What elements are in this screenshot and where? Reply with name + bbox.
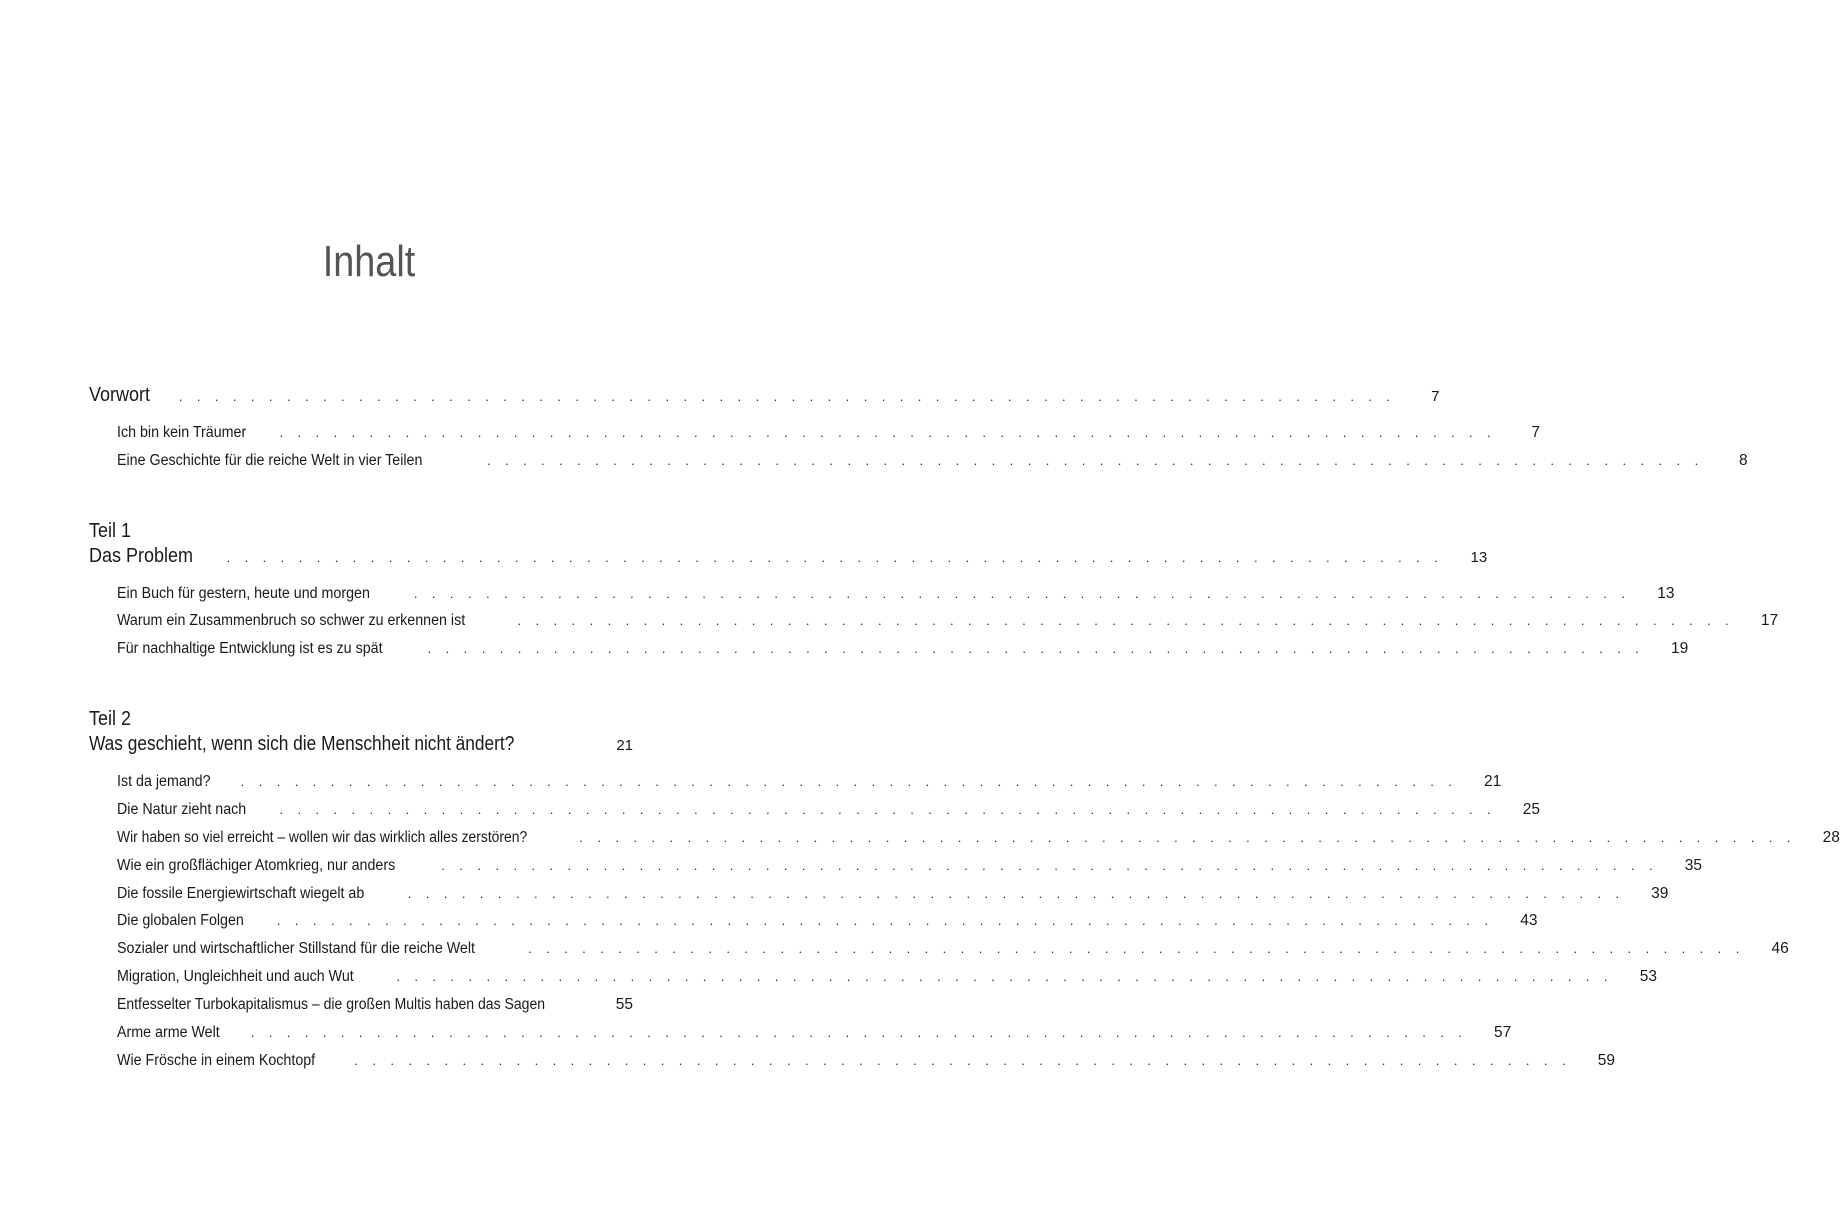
toc-page-number: 46 <box>1771 940 1789 957</box>
toc-entry-title: Wir haben so viel erreicht – wollen wir das wirklich alles zerstören? <box>117 829 528 846</box>
dot-leader: . . . . . . . . . . . . . . . . . . . . . . . . . . . . . . . . . . . . . . . . . . . . . . . . . . . . . . . . . . . . . . . . . . . . <box>486 453 1704 468</box>
dot-leader: . . . . . . . . . . . . . . . . . . . . . . . . . . . . . . . . . . . . . . . . . . . . . . . . . . . . . . . . . . . . . . . . . . . . <box>279 802 1497 817</box>
toc-entry-vorwort[interactable] <box>89 384 1440 408</box>
toc-heading: Was geschieht, wenn sich die Menschheit nicht ändert? <box>89 733 515 755</box>
toc-page-number: 19 <box>1670 640 1689 657</box>
toc-page-number: 8 <box>1738 452 1748 469</box>
dot-leader: . . . . . . . . . . . . . . . . . . . . . . . . . . . . . . . . . . . . . . . . . . . . . . . . . . . . . . . . . . . . . . . . . . . . <box>250 1025 1468 1040</box>
toc-entry[interactable] <box>117 585 1675 609</box>
toc-entry[interactable] <box>117 829 1840 853</box>
toc-page-number: 7 <box>1431 388 1440 405</box>
toc-heading: Vorwort <box>89 384 151 406</box>
toc-entry[interactable] <box>117 968 1657 992</box>
dot-leader: . . . . . . . . . . . . . . . . . . . . . . . . . . . . . . . . . . . . . . . . . . . . . . . . . . . . . . . . . . . . . . . . . . . . <box>528 941 1745 956</box>
toc-entry[interactable] <box>117 912 1538 936</box>
toc-entry-title: Warum ein Zusammenbruch so schwer zu erkennen ist <box>117 612 466 629</box>
page-title: Inhalt <box>322 237 416 286</box>
dot-leader: . . . . . . . . . . . . . . . . . . . . . . . . . . . . . . . . . . . . . . . . . . . . . . . . . . . . . . . . . . . . . . . . . . . . <box>354 1053 1571 1068</box>
toc-entry[interactable] <box>117 452 1748 476</box>
toc-entry[interactable] <box>117 996 633 1020</box>
toc-entry[interactable] <box>117 857 1702 881</box>
toc-entry[interactable] <box>117 940 1789 964</box>
toc-page-number: 21 <box>1484 773 1502 790</box>
toc-page-number: 55 <box>615 996 633 1013</box>
toc-entry-title: Eine Geschichte für die reiche Welt in vier Teilen <box>117 452 423 469</box>
dot-leader: . . . . . . . . . . . . . . . . . . . . . . . . . . . . . . . . . . . . . . . . . . . . . . . . . . . . . . . . . . . . . . . . . . . . <box>517 613 1735 628</box>
dot-leader: . . . . . . . . . . . . . . . . . . . . . . . . . . . . . . . . . . . . . . . . . . . . . . . . . . . . . . . . . . . . . . . . . . . . <box>279 425 1497 440</box>
dot-leader: . . . . . . . . . . . . . . . . . . . . . . . . . . . . . . . . . . . . . . . . . . . . . . . . . . . . . . . . . . . . . . . . . . . . <box>413 586 1631 601</box>
dot-leader: . . . . . . . . . . . . . . . . . . . . . . . . . . . . . . . . . . . . . . . . . . . . . . . . . . . . . . . . . . . . . . . . . . . . <box>276 913 1494 928</box>
dot-leader: . . . . . . . . . . . . . . . . . . . . . . . . . . . . . . . . . . . . . . . . . . . . . . . . . . . . . . . . . . . . . . . . . . . . <box>240 774 1458 789</box>
dot-leader: . . . . . . . . . . . . . . . . . . . . . . . . . . . . . . . . . . . . . . . . . . . . . . . . . . . . . . . . . . . . . . . . . . . . <box>441 858 1658 873</box>
toc-entry-title: Die Natur zieht nach <box>117 801 247 818</box>
toc-page-number: 35 <box>1684 857 1702 874</box>
toc-entry-title: Ein Buch für gestern, heute und morgen <box>117 585 370 602</box>
toc-entry-teil1[interactable] <box>89 545 1488 569</box>
toc-page-number: 39 <box>1651 885 1669 902</box>
dot-leader: . . . . . . . . . . . . . . . . . . . . . . . . . . . . . . . . . . . . . . . . . . . . . . . . . . . . . . . . . . . . . . . . . . . . <box>396 969 1613 984</box>
toc-entry-title: Sozialer und wirtschaftlicher Stillstand für die reiche Welt <box>117 940 475 957</box>
toc-entry-title: Die fossile Energiewirtschaft wiegelt ab <box>117 885 365 902</box>
toc-entry[interactable] <box>117 612 1779 636</box>
toc-heading: Das Problem <box>89 545 194 567</box>
dot-leader: . . . . . . . . . . . . . . . . . . . . . . . . . . . . . . . . . . . . . . . . . . . . . . . . . . . . . . . . . . . . . . . . . . . . <box>407 886 1625 901</box>
toc-entry-title: Wie Frösche in einem Kochtopf <box>117 1052 316 1069</box>
toc-page-number: 28 <box>1822 829 1840 846</box>
toc-page-number: 43 <box>1520 912 1538 929</box>
toc-page-number: 13 <box>1657 585 1675 602</box>
toc-entry[interactable] <box>117 1024 1512 1048</box>
toc-entry-title: Arme arme Welt <box>117 1024 220 1041</box>
toc-entry[interactable] <box>117 773 1502 797</box>
toc-entry-title: Ich bin kein Träumer <box>117 424 247 441</box>
toc-page-number: 59 <box>1597 1052 1615 1069</box>
dot-leader: . . . . . . . . . . . . . . . . . . . . . . . . . . . . . . . . . . . . . . . . . . . . . . . . . . . . . . . . . . . . . . . . . . . . <box>579 830 1796 845</box>
toc-entry-title: Für nachhaltige Entwicklung ist es zu spät <box>117 640 383 657</box>
toc-page-number: 21 <box>616 737 633 754</box>
dot-leader: . . . . . . . . . . . . . . . . . . . . . . . . . . . . . . . . . . . . . . . . . . . . . . . . . . . . . . . . . . . . . . . . . . . . <box>178 389 1396 404</box>
toc-entry[interactable] <box>117 885 1669 909</box>
toc-entry[interactable] <box>117 640 1689 664</box>
toc-entry[interactable] <box>117 1052 1615 1076</box>
toc-page-number: 17 <box>1760 612 1779 629</box>
part-label: Teil 2 <box>89 708 132 730</box>
toc-entry-title: Die globalen Folgen <box>117 912 244 929</box>
part-label: Teil 1 <box>89 520 132 542</box>
dot-leader: . . . . . . . . . . . . . . . . . . . . . . . . . . . . . . . . . . . . . . . . . . . . . . . . . . . . . . . . . . . . . . . . . . . . <box>427 641 1645 656</box>
toc-entry-title: Ist da jemand? <box>117 773 211 790</box>
toc-entry[interactable] <box>117 801 1541 825</box>
toc-page-number: 53 <box>1639 968 1657 985</box>
toc-entry-title: Wie ein großflächiger Atomkrieg, nur anders <box>117 857 396 874</box>
toc-page-number: 57 <box>1494 1024 1512 1041</box>
dot-leader: . . . . . . . . . . . . . . . . . . . . . . . . . . . . . . . . . . . . . . . . . . . . . . . . . . . . . . . . . . . . . . . . . . . . <box>226 550 1444 565</box>
toc-entry[interactable] <box>117 424 1541 448</box>
toc-page-number: 7 <box>1531 424 1541 441</box>
toc-page-number: 13 <box>1470 549 1488 566</box>
toc-entry-title: Entfesselter Turbokapitalismus – die großen Multis haben das Sagen <box>117 996 546 1013</box>
toc-page-number: 25 <box>1522 801 1541 818</box>
toc-entry-teil2[interactable] <box>89 733 633 757</box>
toc-entry-title: Migration, Ungleichheit und auch Wut <box>117 968 354 985</box>
